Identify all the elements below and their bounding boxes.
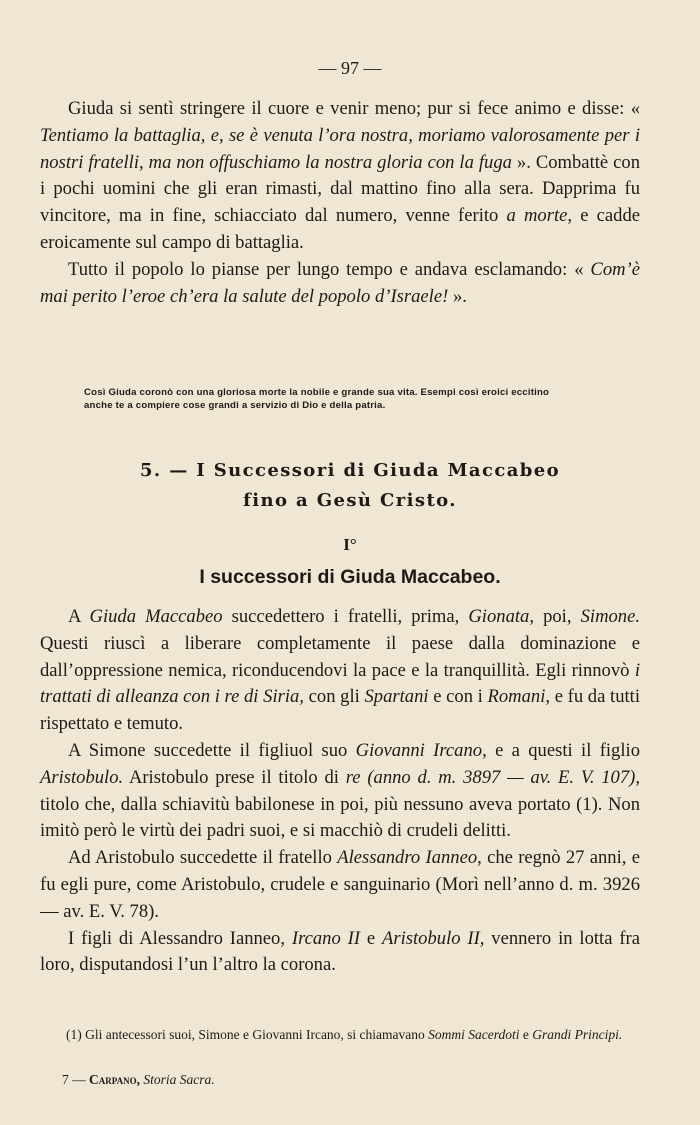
italic-run: Tentiamo la battaglia, e, se è venuta l’ora nostra, moriamo valorosamente per i nostri fratelli, ma non offuschiamo la nostra gloria con la fuga — [40, 124, 640, 173]
signature-line — [62, 1072, 215, 1088]
paragraph-ianneo — [40, 845, 640, 925]
text-run: (1) Gli antecessori suoi, Simone e Giovanni Ircano, si chiamavano — [66, 1027, 429, 1042]
narrative-text — [40, 96, 640, 310]
section-title-line-1: 5. — I Successori di Giuda Maccabeo — [139, 460, 561, 481]
italic-run: Aristobulo. — [40, 766, 124, 788]
text-run: I figli di Alessandro Ianneo, — [68, 927, 292, 949]
text-run: e cadde eroicamente sul campo di battaglia. — [40, 205, 640, 253]
text-run: titolo che, dalla schiavitù babilonese in poi, più nessuno aveva portato (1). Non imitò però le virtù dei padri suoi, e si macchiò di crudeli delitti. — [40, 793, 640, 842]
signature-mark: 7 — — [62, 1072, 89, 1087]
book-title: Storia Sacra. — [139, 1072, 215, 1087]
text-run: Aristobulo prese il titolo di — [123, 766, 346, 788]
text-run: vennero in lotta fra loro, disputandosi l’un l’altro la corona. — [40, 927, 640, 976]
text-run: con gli — [303, 686, 365, 708]
text-run: A Simone succedette il figliuol suo — [68, 739, 356, 761]
italic-run: Spartani — [364, 686, 429, 708]
subsection-heading: I successori di Giuda Maccabeo. — [199, 566, 501, 588]
paragraph-people-mourning — [40, 257, 640, 311]
text-run: che regnò 27 anni, e fu egli pure, come Aristobulo, crudele e sanguinario (Morì nell’anno d. m. 3926 — av. E. V. 78). — [40, 847, 640, 922]
italic-run: Simone. — [580, 606, 640, 627]
text-run: e — [360, 927, 383, 949]
text-run: ». Combattè con i pochi uomini che gli eran rimasti, dal mattino fino alla sera. Dapprima fu vincitore, ma in fine, schiacciato dal numero, venne ferito — [40, 151, 640, 227]
moral-note: Così Giuda coronò con una gloriosa morte la nobile e grande sua vita. Esempi così eroici eccitino anche te a compiere cose grandi a servizio di Dio e della patria. — [84, 387, 550, 411]
italic-run: Giuda Maccabeo — [89, 606, 223, 627]
text-run: poi, — [533, 606, 581, 627]
text-run: Giuda si sentì stringere il cuore e venir meno; pur si fece animo e disse: « — [68, 98, 640, 119]
paragraph-simone — [40, 604, 640, 738]
text-run: Tutto il popolo lo pianse per lungo tempo e andava esclamando: « — [68, 258, 591, 280]
italic-run: i trattati di alleanza con i re di Siria, — [40, 659, 640, 708]
section-title — [40, 456, 660, 516]
text-run: e — [519, 1027, 533, 1042]
paragraph-sons-ianneo — [40, 926, 640, 980]
italic-run: Gionata, — [468, 606, 534, 627]
italic-run: Giovanni Ircano, — [355, 739, 487, 761]
text-run: succedettero i fratelli, prima, — [222, 606, 469, 627]
text-run: e fu da tutti rispettato e temuto. — [40, 686, 640, 735]
italic-run: Romani, — [487, 686, 551, 708]
paragraph-giuda-battle — [40, 96, 640, 257]
italic-run: a morte, — [506, 205, 573, 227]
successors-text — [40, 604, 640, 979]
italic-run: Com’è mai perito l’eroe ch’era la salute del popolo d’Israele! — [40, 258, 640, 307]
italic-run: Aristobulo II, — [382, 927, 485, 949]
text-run: Questi riuscì a liberare completamente il paese dalla dominazione e dall’oppressione nemica, riconducendovi la pace e la tranquillità. Egli rinnovò — [40, 632, 640, 681]
italic-run: Grandi Principi. — [532, 1027, 623, 1042]
author-name: Carpano, — [89, 1072, 140, 1087]
subsection-number: I° — [343, 535, 357, 554]
section-title-line-2: fino a Gesù Cristo. — [243, 490, 457, 511]
text-run: Ad Aristobulo succedette il fratello — [68, 847, 338, 869]
text-run: A — [68, 606, 90, 627]
footnote — [40, 1024, 640, 1045]
text-run: ». — [448, 285, 467, 307]
paragraph-aristobulo — [40, 738, 640, 845]
italic-run: re (anno d. m. 3897 — av. E. V. 107), — [345, 766, 640, 788]
italic-run: Sommi Sacerdoti — [428, 1027, 520, 1042]
italic-run: Ircano II — [291, 927, 361, 949]
italic-run: Alessandro Ianneo, — [337, 847, 482, 869]
text-run: e a questi il figlio — [486, 739, 640, 761]
page-number: — 97 — — [318, 58, 382, 78]
text-run: e con i — [428, 686, 488, 708]
